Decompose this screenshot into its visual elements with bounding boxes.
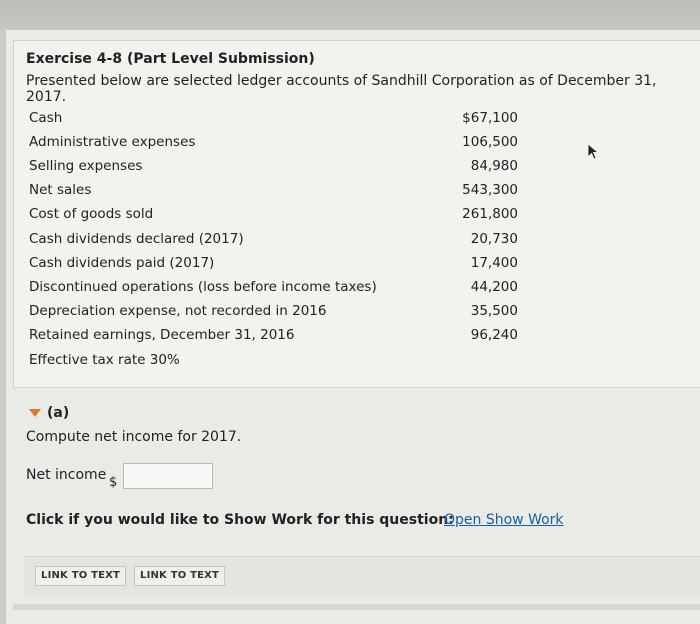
ledger-row bbox=[0, 206, 700, 228]
ledger-value: 20,730 bbox=[470, 231, 518, 247]
ledger-value: 84,980 bbox=[470, 158, 518, 174]
ledger-row bbox=[0, 327, 700, 349]
ledger-value: 35,500 bbox=[470, 303, 518, 319]
ledger-row bbox=[0, 110, 700, 132]
ledger-row bbox=[0, 158, 700, 180]
ledger-value: 106,500 bbox=[462, 134, 518, 150]
show-work-prompt: Click if you would like to Show Work for this question: bbox=[26, 512, 454, 528]
browser-top-strip bbox=[0, 0, 700, 30]
ledger-value: $67,100 bbox=[462, 110, 518, 126]
mouse-pointer-icon bbox=[587, 143, 601, 161]
open-show-work-link[interactable]: Open Show Work bbox=[444, 512, 564, 528]
ledger-row bbox=[0, 303, 700, 325]
triangle-down-icon bbox=[29, 409, 41, 417]
ledger-label: Administrative expenses bbox=[29, 134, 196, 150]
ledger-row bbox=[0, 231, 700, 253]
net-income-label: Net income bbox=[26, 467, 107, 483]
divider bbox=[13, 604, 700, 610]
part-a-label: (a) bbox=[47, 405, 70, 421]
currency-symbol: $ bbox=[109, 475, 118, 490]
ledger-value: 96,240 bbox=[470, 327, 518, 343]
ledger-label: Retained earnings, December 31, 2016 bbox=[29, 327, 295, 343]
link-to-text-button[interactable]: LINK TO TEXT bbox=[35, 566, 126, 586]
ledger-label: Depreciation expense, not recorded in 2016 bbox=[29, 303, 327, 319]
ledger-value: 17,400 bbox=[470, 255, 518, 271]
ledger-label: Net sales bbox=[29, 182, 92, 198]
exercise-title: Exercise 4-8 (Part Level Submission) bbox=[26, 51, 315, 67]
ledger-label: Cash bbox=[29, 110, 63, 126]
ledger-label: Cash dividends declared (2017) bbox=[29, 231, 244, 247]
ledger-label: Cost of goods sold bbox=[29, 206, 154, 222]
ledger-value: 543,300 bbox=[462, 182, 518, 198]
ledger-row bbox=[0, 182, 700, 204]
ledger-value: 44,200 bbox=[470, 279, 518, 295]
ledger-row bbox=[0, 279, 700, 301]
exercise-intro: Presented below are selected ledger accounts of Sandhill Corporation as of December 31, 2017. bbox=[26, 73, 657, 105]
ledger-label: Cash dividends paid (2017) bbox=[29, 255, 215, 271]
ledger-row bbox=[0, 255, 700, 277]
ledger-label: Discontinued operations (loss before income taxes) bbox=[29, 279, 377, 295]
link-to-text-button[interactable]: LINK TO TEXT bbox=[134, 566, 225, 586]
tax-rate-text: Effective tax rate 30% bbox=[29, 352, 180, 368]
ledger-value: 261,800 bbox=[462, 206, 518, 222]
part-a-toggle[interactable] bbox=[29, 405, 69, 421]
ledger-label: Selling expenses bbox=[29, 158, 143, 174]
net-income-input[interactable] bbox=[123, 463, 213, 489]
part-a-question: Compute net income for 2017. bbox=[26, 429, 242, 445]
